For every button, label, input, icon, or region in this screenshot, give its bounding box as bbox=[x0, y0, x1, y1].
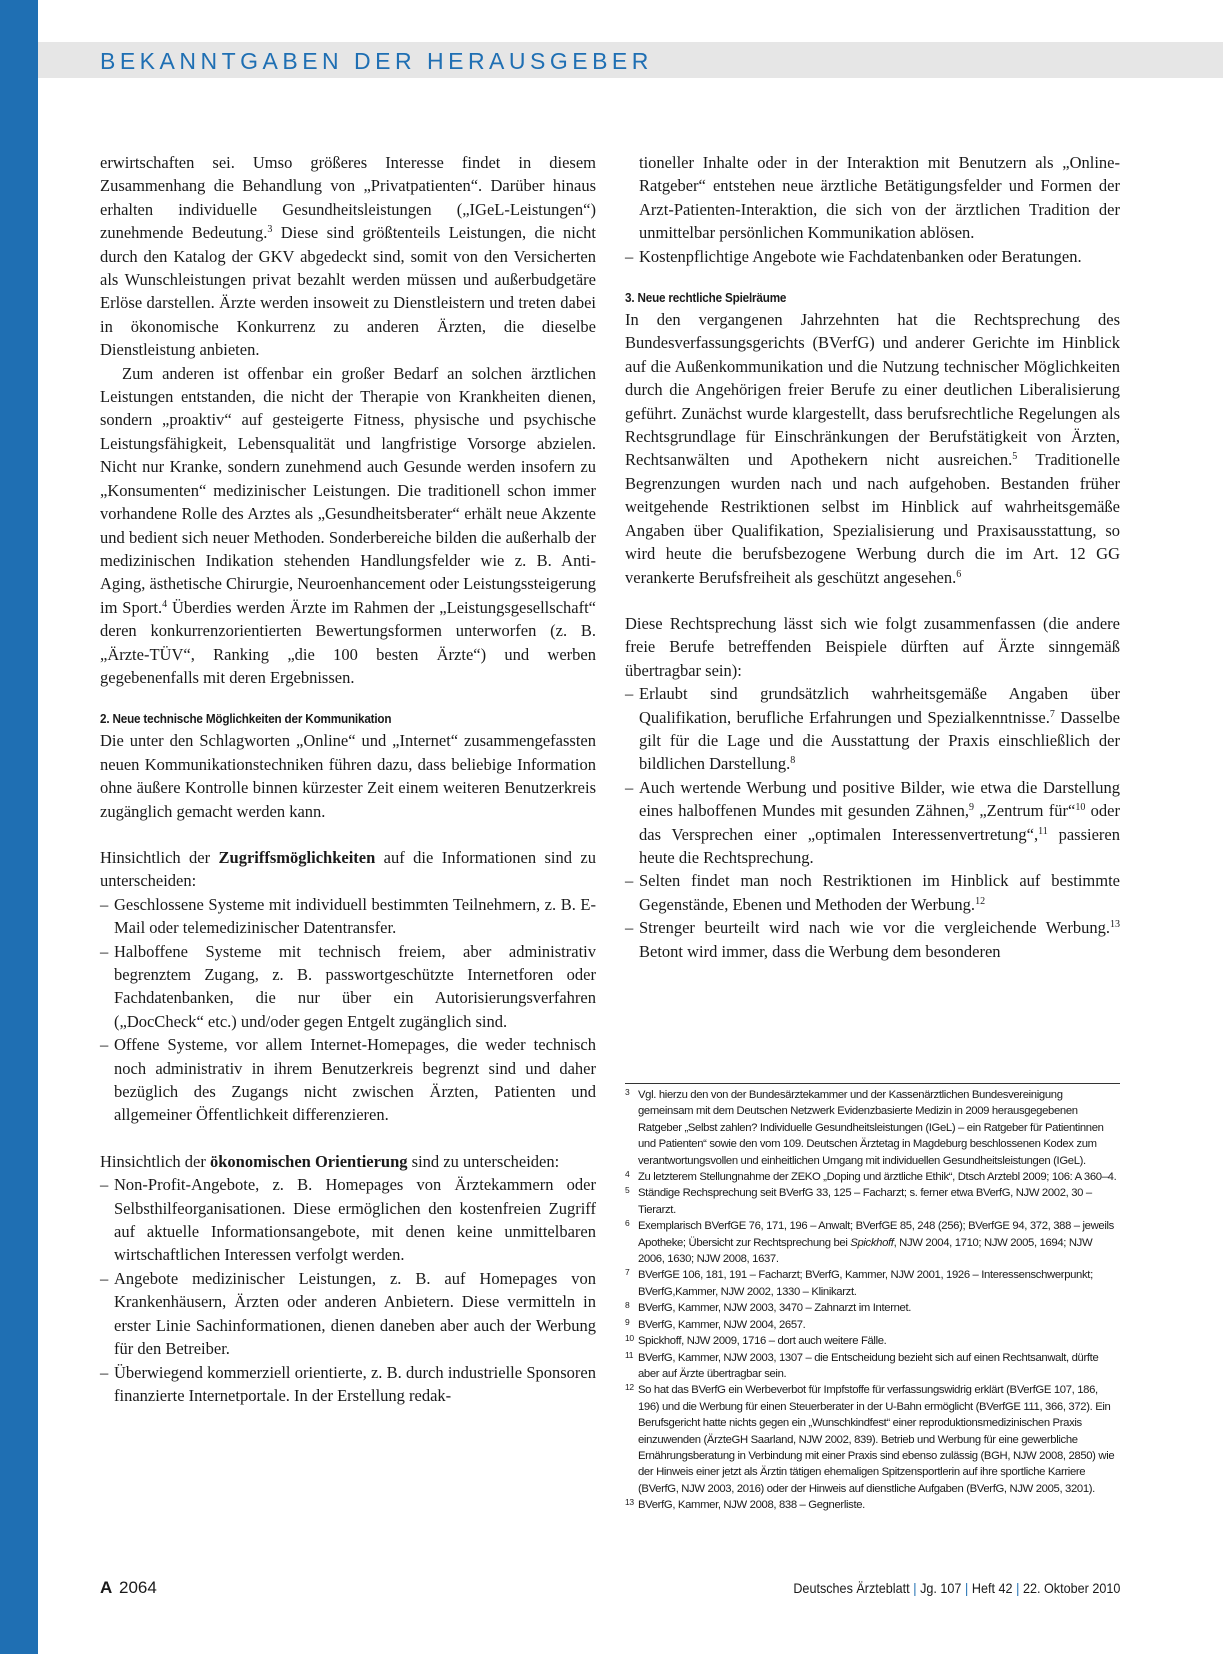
list-item: – Kostenpflichtige Angebote wie Fachdatenbanken oder Beratungen. bbox=[625, 245, 1120, 268]
footnote: 9 BVerfG, Kammer, NJW 2004, 2657. bbox=[625, 1316, 806, 1331]
list-item: – Erlaubt sind grundsätzlich wahrheitsgemäße Angaben über Qualifikation, berufliche Erfahrungen und Spezialkenntnisse.$^7$ Dasselbe gilt für die Lage und die Ausstattung der Praxis einschließlich der bildlichen Darstellung.$^8$ bbox=[625, 682, 1120, 776]
paragraph: Hinsichtlich der ökonomischen Orientierung sind zu unterscheiden: bbox=[100, 1151, 560, 1171]
right-column bbox=[625, 151, 1120, 963]
economic-list bbox=[100, 1173, 596, 1407]
list-item: – Angebote medizinischer Leistungen, z. B. auf Homepages von Krankenhäusern, Ärzten oder anderen Anbietern. Diese vermitteln in erster Linie Sachinformationen, dienen daneben aber auch der Werbung für den Betreiber. bbox=[100, 1267, 596, 1361]
footnote-ref[interactable]: 4 bbox=[162, 598, 168, 610]
footnote: 6 Exemplarisch BVerfGE 76, 171, 196 – Anwalt; BVerfGE 85, 248 (256); BVerfGE 94, 372, 388 – jeweils Apotheke; Übersicht zur Rechtsprechung bei Spickhoff, NJW 2004, 1710; NJW 2005, 1694; NJW 2006, 1630; NJW 2008, 1637. bbox=[625, 1218, 1114, 1266]
separator: | bbox=[964, 1580, 968, 1596]
side-accent-bar bbox=[0, 0, 38, 1654]
paragraph: Zum anderen ist offenbar ein großer Bedarf an solchen ärztlichen Leistungen entstanden, die nicht der Therapie von Krankheiten dienen, sondern „proaktiv“ auf gesteigerte Fitness, physische und psychische Leistungsfähigkeit, Lebensqualität und langfristige Vorsorge abzielen. Nicht nur Kranke, sondern zunehmend auch Gesunde werden insofern zu „Konsumenten“ medizinischer Leistungen. Die traditionell schon immer vorhandene Rolle des Arztes als „Gesundheitsberater“ erhält neue Akzente und bedient sich neuer Methoden. Sonderbereiche bilden die außerhalb der medizinischen Indikation stehenden Handlungsfelder wie z. B. Anti-Aging, ästhetische Chirurgie, Neuroenhancement oder Leistungssteigerung im Sport.$^4$ Überdies werden Ärzte im Rahmen der „Leistungsgesellschaft“ deren konkurrenzorientierten Bewertungsformen unterworfen (z. B. „Ärzte-TÜV“, Ranking „die 100 besten Ärzte“) und werben gegebenenfalls mit deren Ergebnissen. bbox=[100, 363, 596, 687]
footnote-ref[interactable]: 13 bbox=[1110, 919, 1120, 931]
list-item: – Non-Profit-Angebote, z. B. Homepages von Ärztekammern oder Selbsthilfeorganisationen. Diese ermöglichen den kostenfreien Zugriff auf aktuelle Informationsangebote, mit denen keine unmittelbaren wirtschaftlichen Interessen verfolgt werden. bbox=[100, 1173, 596, 1267]
footnote: 3 Vgl. hierzu den von der Bundesärztekammer und der Kassenärztlichen Bundesvereinigung gemeinsam mit dem Deutschen Netzwerk Evidenzbasierte Medizin in 2009 herausgegebenen Ratgeber „Selbst zahlen? Individuelle Gesundheitsleistungen (IGeL) – ein Ratgeber für Patientinnen und Patienten“ sowie den vom 109. Deutschen Ärztetag in Magdeburg beschlossenen Kodex zum verantwortungsvollen und einheitlichen Umgang mit individuellen Gesundheitsleistungen (IGeL). bbox=[625, 1087, 1104, 1167]
footnote: 4 Zu letzterem Stellungnahme der ZEKO „Doping und ärztliche Ethik“, Dtsch Arztebl 2009; 106: A 360–4. bbox=[625, 1169, 1117, 1184]
separator: | bbox=[912, 1580, 917, 1596]
separator: | bbox=[1015, 1580, 1020, 1596]
list-item: – Überwiegend kommerziell orientierte, z. B. durch industrielle Sponsoren finanzierte Internetportale. In der Erstellung redak- bbox=[100, 1361, 596, 1408]
footnote-ref[interactable]: 9 bbox=[969, 802, 975, 814]
left-column bbox=[100, 151, 596, 1407]
list-item: – Geschlossene Systeme mit individuell bestimmten Teilnehmern, z. B. E-Mail oder telemedizinischer Datentransfer. bbox=[100, 893, 596, 940]
footnote-ref[interactable]: 12 bbox=[975, 895, 986, 907]
page-number: A 2064 bbox=[100, 1578, 157, 1597]
paragraph: erwirtschaften sei. Umso größeres Interesse findet in diesem Zusammenhang die Behandlung von „Privatpatienten“. Darüber hinaus erhalten individuelle Gesundheitsleistungen („IGeL-Leistungen“) zunehmende Bedeutung.$^3$ Diese sind größtenteils Leistungen, die nicht durch den Katalog der GKV abgedeckt sind, somit von den Versicherten als Wunschleistungen privat bezahlt werden müssen und außerbudgetäre Erlöse darstellen. Ärzte werden insoweit zu Dienstleistern und treten dabei in ökonomische Konkurrenz zu anderen Ärzten, die dieselbe Dienstleistung anbieten. bbox=[100, 153, 596, 360]
footnote-ref[interactable]: 8 bbox=[790, 755, 796, 767]
footnote: 11 BVerfG, Kammer, NJW 2003, 1307 – die Entscheidung bezieht sich auf einen Rechtsanwalt, dürfte aber auf Ärzte übertragbar sein. bbox=[625, 1349, 1099, 1380]
list-item: – Auch wertende Werbung und positive Bilder, wie etwa die Darstellung eines halboffenen Mundes mit gesunden Zähnen,$^9$ „Zentrum für“$^{10}$ oder das Versprechen einer „optimalen Interessenvertretung“,$^{11}$ passieren heute die Rechtsprechung. bbox=[625, 776, 1120, 870]
footnote-ref[interactable]: 3 bbox=[267, 224, 273, 236]
footnote: 8 BVerfG, Kammer, NJW 2003, 3470 – Zahnarzt im Internet. bbox=[625, 1300, 912, 1315]
footnote: 13 BVerfG, Kammer, NJW 2008, 838 – Gegnerliste. bbox=[625, 1497, 865, 1512]
economic-list-cont bbox=[625, 245, 1120, 268]
footnote-ref[interactable]: 6 bbox=[956, 568, 962, 580]
jurisprudence-list bbox=[625, 682, 1120, 963]
list-item: – Halboffene Systeme mit technisch freiem, aber administrativ begrenztem Zugang, z. B. passwortgeschützte Internetforen oder Fachdatenbanken, die nur über ein Autorisierungsverfahren („DocCheck“ etc.) und/oder gegen Entgelt zugänglich sind. bbox=[100, 940, 596, 1034]
footnote: 5 Ständige Rechsprechung seit BVerfG 33, 125 – Facharzt; s. ferner etwa BVerfG, NJW 2002, 30 – Tierarzt. bbox=[625, 1185, 1092, 1216]
list-item: – Selten findet man noch Restriktionen im Hinblick auf bestimmte Gegenstände, Ebenen und Methoden der Werbung.$^{12}$ bbox=[625, 869, 1120, 916]
section-heading: 3. Neue rechtliche Spielräume bbox=[625, 290, 787, 306]
paragraph: Hinsichtlich der Zugriffsmöglichkeiten auf die Informationen sind zu unterscheiden: bbox=[100, 847, 596, 891]
footnote: 10 Spickhoff, NJW 2009, 1716 – dort auch weitere Fälle. bbox=[625, 1333, 887, 1348]
journal-volume: Jg. 107 bbox=[919, 1580, 962, 1596]
list-item: – Strenger beurteilt wird nach wie vor die vergleichende Werbung.$^{13}$ Betont wird immer, dass die Werbung dem besonderen bbox=[625, 916, 1120, 963]
list-item: – Offene Systeme, vor allem Internet-Homepages, die weder technisch noch administrativ in ihrem Benutzerkreis begrenzt sind und daher bezüglich des Zugangs nicht zwischen Ärzten, Patienten und allgemeiner Öffentlichkeit differenzieren. bbox=[100, 1033, 596, 1127]
footnote: 12 So hat das BVerfG ein Werbeverbot für Impfstoffe für verfassungswidrig erklärt (BVerfGE 107, 186, 196) und die Werbung für einen Steuerberater in der U-Bahn ermöglicht (BVerfGE 111, 366, 372). Ein Berufsgericht hatte nichts gegen ein „Wunschkindfest“ einer reproduktionsmedizinischen Praxis einzuwenden (ÄrzteGH Saarland, NJW 2002, 839). Betrieb und Werbung für eine gewerbliche Ernährungsberatung in Verbindung mit einer Praxis sind ebenso zulässig (BGH, NJW 2008, 2850) wie der Hinweis einer jetzt als Ärztin tätigen ehemaligen Spitzensportlerin auf ihre sportliche Karriere (BVerfG, NJW 2003, 2016) oder der Hinweis auf dienstliche Aufgaben (BVerfG, NJW 2005, 3201). bbox=[625, 1382, 1115, 1495]
access-list bbox=[100, 893, 596, 1127]
section-heading: 2. Neue technische Möglichkeiten der Kommunikation bbox=[100, 711, 392, 727]
paragraph: Diese Rechtsprechung lässt sich wie folgt zusammenfassen (die andere freie Berufe betreffenden Beispiele dürften auf Ärzte sinngemäß übertragbar sein): bbox=[625, 613, 1120, 680]
paragraph: tioneller Inhalte oder in der Interaktion mit Benutzern als „Online-Ratgeber“ entstehen neue ärztliche Betätigungsfelder und Formen der Arzt-Patienten-Interaktion, die sich von der ärztlichen Tradition der unmittelbar persönlichen Kommunikation ablösen. bbox=[639, 153, 1120, 243]
footnote-ref[interactable]: 7 bbox=[1049, 708, 1055, 720]
journal-issue: Heft 42 bbox=[971, 1580, 1013, 1596]
journal-info bbox=[793, 1580, 1120, 1596]
footnote-ref[interactable]: 5 bbox=[1012, 451, 1018, 463]
journal-name: Deutsches Ärzteblatt bbox=[792, 1580, 910, 1596]
paragraph: In den vergangenen Jahrzehnten hat die Rechtsprechung des Bundesverfassungsgerichts (BVerfG) und anderer Gerichte im Hinblick auf die Außenkommunikation und die Nutzung technischer Möglichkeiten durch die Angehörigen freier Berufe zu einer deutlichen Liberalisierung geführt. Zunächst wurde klargestellt, dass berufsrechtliche Regelungen als Rechtsgrundlage für Einschränkungen der Berufstätigkeit von Ärzten, Rechtsanwälten und Apothekern nicht ausreichen.$^5$ Traditionelle Begrenzungen wurden nach und nach aufgehoben. Bestanden früher weitgehende Restriktionen selbst im Hinblick auf wahrheitsgemäße Angaben über Qualifikation, Spezialisierung und Praxisausstattung, so wird heute die berufsbezogene Werbung durch die im Art. 12 GG verankerte Berufsfreiheit als geschützt angesehen.$^6$ bbox=[625, 310, 1120, 587]
section-title: BEKANNTGABEN DER HERAUSGEBER bbox=[100, 48, 653, 74]
footnote: 7 BVerfGE 106, 181, 191 – Facharzt; BVerfG, Kammer, NJW 2001, 1926 – Interessenschwerpunkt; BVerfG,Kammer, NJW 2002, 1330 – Klinikarzt. bbox=[625, 1267, 1093, 1298]
journal-date: 22. Oktober 2010 bbox=[1022, 1580, 1120, 1596]
footnote-ref[interactable]: 11 bbox=[1038, 825, 1048, 837]
footnote-ref[interactable]: 10 bbox=[1075, 802, 1086, 814]
paragraph: Die unter den Schlagworten „Online“ und „Internet“ zusammengefassten neuen Kommunikationstechniken führen dazu, dass beliebige Information ohne äußere Kontrolle binnen kürzester Zeit einem weiteren Benutzerkreis zugänglich gemacht werden kann. bbox=[100, 731, 596, 821]
footnotes bbox=[625, 1083, 1120, 1514]
